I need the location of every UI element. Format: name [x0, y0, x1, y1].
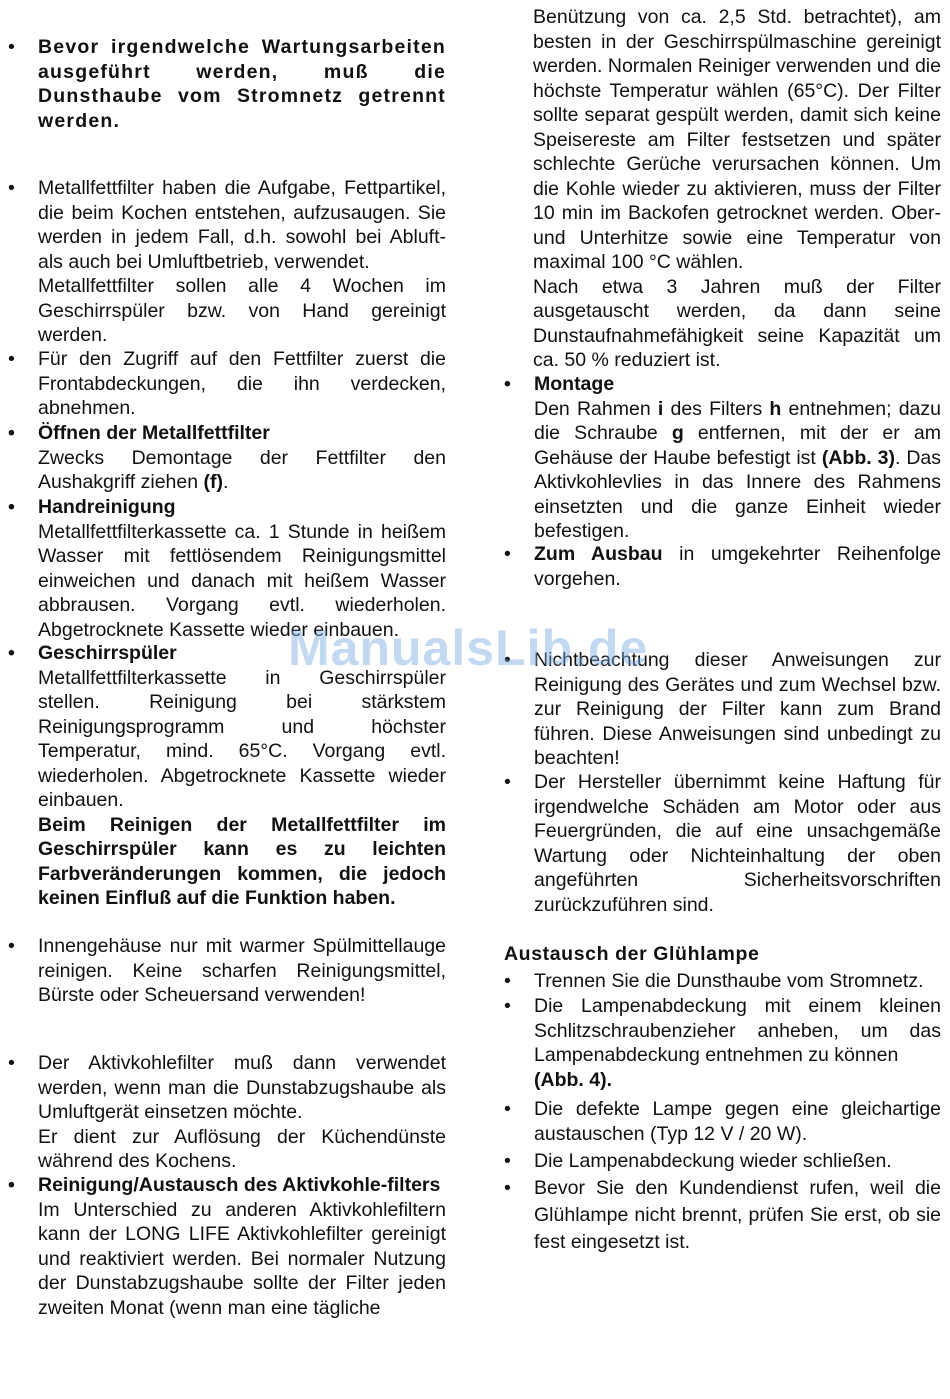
housing-cleaning-text: Innengehäuse nur mit warmer Spülmittellauge reinigen. Keine scharfen Reinigungsmittel, Bürste oder Scheuersand verwenden! [38, 935, 446, 1006]
mounting-text: Den Rahmen i des Filters h entnehmen; dazu die Schraube g entfernen, mit der er am Gehäuse der Haube befestigt ist (Abb. 3). Das Aktivkohlevlies in das Innere des Rahmens einsetzten und die ganze Einheit wieder befestigen. [534, 397, 942, 542]
lamp-step-4 [504, 1149, 941, 1174]
fat-filter-paragraph-1: Metallfettfilter haben die Aufgabe, Fettpartikel, die beim Kochen entstehen, aufzusaugen. Sie werden in jedem Fall, d.h. sowohl bei Abluft- als auch bei Umluftbetrieb, verwendet. [38, 177, 446, 273]
open-filter-text: Zwecks Demontage der Fettfilter den Aushakgriff ziehen [38, 446, 446, 493]
bullet [8, 1051, 24, 1076]
access-text: Für den Zugriff auf den Fettfilter zuerst die Frontabdeckungen, die ihn verdecken, abnehmen. [38, 348, 446, 419]
mounting-section [504, 372, 941, 544]
lamp-step-4-text: Die Lampenabdeckung wieder schließen. [534, 1150, 892, 1172]
dishwasher-section [8, 641, 446, 911]
removal-instruction [504, 542, 941, 591]
bullet [504, 372, 520, 397]
lamp-step-5-text: Bevor Sie den Kundendienst rufen, weil die Glühlampe nicht brennt, prüfen Sie erst, ob sie fest eingesetzt ist. [534, 1177, 941, 1253]
hand-cleaning-section [8, 495, 446, 642]
bullet [8, 1173, 24, 1198]
liability-note [504, 770, 941, 917]
bullet [504, 648, 520, 673]
removal-bold: Zum Ausbau [534, 543, 663, 565]
carbon-filter-paragraph-1: Der Aktivkohlefilter muß dann verwendet werden, wenn man die Dunstabzugshaube als Umluftgerät einsetzen möchte. [38, 1052, 446, 1123]
dishwasher-text: Metallfettfilterkassette in Geschirrspüler stellen. Reinigung bei stärkstem Reinigungsprogramm und höchster Temperatur, mind. 65°C. Vorgang evtl. wiederholen. Abgetrocknete Kassette wieder einbauen. [38, 666, 446, 811]
part-g-label: g [671, 422, 684, 444]
watermark: ManualsLib.de [288, 620, 649, 676]
fire-warning [504, 648, 941, 771]
carbon-cleaning-continued [533, 5, 941, 373]
dishwasher-warning: Beim Reinigen der Metallfettfilter im Geschirrspüler kann es zu leichten Farbveränderungen kommen, die jedoch keinen Einfluß auf die Funktion haben. [38, 813, 446, 909]
bullet [504, 1175, 520, 1202]
lamp-step-3-text: Die defekte Lampe gegen eine gleichartige austauschen (Typ 12 V / 20 W). [534, 1098, 941, 1145]
bullet [8, 176, 24, 201]
bullet [504, 542, 520, 567]
lamp-step-5 [504, 1175, 941, 1256]
access-instruction [8, 347, 446, 421]
part-h-label: h [769, 397, 782, 420]
safety-warning [8, 35, 446, 133]
bullet [504, 969, 520, 994]
open-filter-title: Öffnen der Metallfettfilter [38, 422, 270, 444]
bullet [504, 1149, 520, 1174]
dishwasher-title: Geschirrspüler [38, 642, 177, 664]
hand-cleaning-title: Handreinigung [38, 496, 176, 518]
mounting-title: Montage [534, 373, 615, 395]
carbon-cleaning-continued-text: Benützung von ca. 2,5 Std. betrachtet), am besten in der Geschirrspülmaschine gereinigt werden. Normalen Reiniger verwenden und die höchste Temperatur wählen (65°C). Der Filter sollte separat gespült werden, damit sich keine Speisereste am Filter festsetzen und später schlechte Gerüche verursachen können. Um die Kohle wieder zu aktivieren, muss der Filter 10 min im Backofen getrocknet werden. Ober- und Unterhitze sowie eine Temperatur von maximal 100 °C wählen. [533, 6, 941, 273]
liability-text: Der Hersteller übernimmt keine Haftung für irgendwelche Schäden am Motor oder aus Feuergründen, die auf eine unsachgemäße Wartung oder Nichteinhaltung der oben angeführten Sicherheitsvorschriften zurückzuführen sind. [534, 771, 941, 916]
lamp-step-2 [504, 994, 941, 1092]
bullet [8, 35, 24, 60]
carbon-replacement-text: Nach etwa 3 Jahren muß der Filter ausgetauscht werden, da dann seine Dunstaufnahmefähigkeit seine Kapazität um ca. 50 % reduziert ist. [533, 275, 941, 371]
bullet [8, 934, 24, 959]
bullet [8, 495, 24, 520]
figure-3-ref: (Abb. 3) [821, 446, 895, 469]
carbon-filter-intro [8, 1051, 446, 1174]
open-filter-section [8, 421, 446, 495]
open-filter-end: . [222, 471, 229, 493]
safety-warning-text: Bevor irgendwelche Wartungsarbeiten ausgeführt werden, muß die Dunsthaube vom Stromnetz getrennt werden. [38, 36, 446, 132]
removal-text: in umgekehrter Reihenfolge vorgehen. [534, 543, 941, 590]
lamp-heading: Austausch der Glühlampe [504, 943, 760, 965]
bullet [8, 641, 24, 666]
bullet [504, 770, 520, 795]
carbon-cleaning-title: Reinigung/Austausch des Aktivkohle-filters [38, 1174, 441, 1196]
carbon-filter-paragraph-2: Er dient zur Auflösung der Küchendünste während des Kochens. [38, 1125, 446, 1172]
carbon-cleaning-text: Im Unterschied zu anderen Aktivkohlefiltern kann der LONG LIFE Aktivkohlefilter gereinigt und reaktiviert werden. Bei normaler Nutzung der Dunstabzugshaube sollte der Filter jeden zweiten Monat (wenn man eine tägliche [38, 1198, 446, 1319]
lamp-step-3 [504, 1097, 941, 1146]
lamp-step-1-text: Trennen Sie die Dunsthaube vom Stromnetz. [534, 970, 924, 992]
lamp-step-2-text: Die Lampenabdeckung mit einem kleinen Schlitzschraubenzieher anheben, um das Lampenabdeckung entnehmen zu können [534, 995, 941, 1066]
bullet [504, 994, 520, 1019]
housing-cleaning [8, 934, 446, 1008]
open-filter-ref: (f) [203, 471, 223, 493]
lamp-step-1 [504, 969, 941, 994]
fat-filter-paragraph-2: Metallfettfilter sollen alle 4 Wochen im Geschirrspüler bzw. von Hand gereinigt werden. [38, 275, 446, 346]
bullet [8, 347, 24, 372]
bullet [8, 421, 24, 446]
fire-warning-text: Nichtbeachtung dieser Anweisungen zur Reinigung des Gerätes und zum Wechsel bzw. zur Reinigung der Filter kann zum Brand führen. Diese Anweisungen sind unbedingt zu beachten! [534, 649, 941, 769]
figure-4-ref: (Abb. 4). [534, 1068, 612, 1091]
carbon-cleaning-section [8, 1173, 446, 1320]
bullet [504, 1097, 520, 1122]
fat-filter-intro [8, 176, 446, 348]
hand-cleaning-text: Metallfettfilterkassette ca. 1 Stunde in heißem Wasser mit fettlösendem Reinigungsmittel einweichen und danach mit heißem Wasser abbrausen. Vorgang evtl. wiederholen. Abgetrocknete Kassette wieder einbauen. [38, 520, 446, 641]
part-i-label: i [657, 397, 664, 420]
